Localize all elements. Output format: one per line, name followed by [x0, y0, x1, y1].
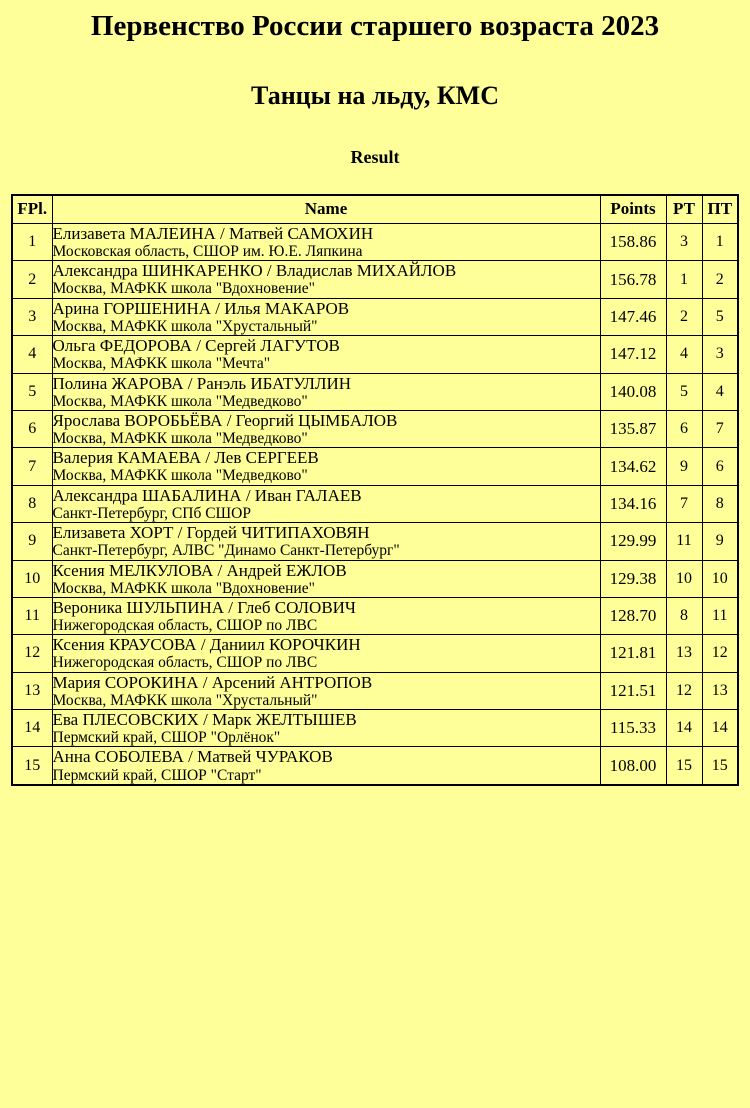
cell-points: 134.62: [600, 448, 666, 485]
cell-place: 4: [12, 336, 52, 373]
table-row: [12, 635, 738, 672]
skater-pair-names: Александра ШАБАЛИНА / Иван ГАЛАЕВ: [52, 485, 362, 505]
table-header-row: [12, 195, 738, 224]
cell-free-dance-rank: 1: [702, 224, 738, 261]
cell-rhythm-dance-rank: 1: [666, 261, 702, 298]
cell-place: 8: [12, 485, 52, 522]
cell-free-dance-rank: 9: [702, 523, 738, 560]
skater-pair-names: Арина ГОРШЕНИНА / Илья МАКАРОВ: [52, 298, 350, 318]
cell-name: [52, 635, 600, 672]
table-row: [12, 224, 738, 261]
skater-club: Санкт-Петербург, АЛВС "Динамо Санкт-Петербург": [52, 542, 400, 560]
skater-pair-names: Мария СОРОКИНА / Арсений АНТРОПОВ: [52, 672, 373, 692]
skater-pair-names: Полина ЖАРОВА / Ранэль ИБАТУЛЛИН: [52, 373, 352, 393]
cell-points: 158.86: [600, 224, 666, 261]
skater-pair-names: Елизавета ХОРТ / Гордей ЧИТИПАХОВЯН: [52, 523, 370, 543]
skater-pair-names: Ксения МЕЛКУЛОВА / Андрей ЕЖЛОВ: [52, 560, 347, 580]
cell-place: 2: [12, 261, 52, 298]
column-header-points: Points: [600, 195, 666, 224]
cell-free-dance-rank: 7: [702, 410, 738, 447]
cell-rhythm-dance-rank: 10: [666, 560, 702, 597]
table-row: [12, 373, 738, 410]
cell-rhythm-dance-rank: 14: [666, 710, 702, 747]
cell-name: [52, 560, 600, 597]
cell-name: [52, 373, 600, 410]
cell-name: [52, 672, 600, 709]
cell-free-dance-rank: 15: [702, 747, 738, 785]
cell-place: 3: [12, 298, 52, 335]
cell-rhythm-dance-rank: 4: [666, 336, 702, 373]
skater-club: Москва, МАФКК школа "Мечта": [52, 355, 271, 373]
cell-place: 12: [12, 635, 52, 672]
cell-place: 15: [12, 747, 52, 785]
skater-club: Нижегородская область, СШОР по ЛВС: [52, 616, 318, 634]
skater-club: Москва, МАФКК школа "Медведково": [52, 467, 308, 485]
cell-points: 129.38: [600, 560, 666, 597]
cell-name: [52, 710, 600, 747]
section-title: Result: [350, 147, 400, 167]
cell-points: 121.81: [600, 635, 666, 672]
column-header-name: Name: [52, 195, 600, 224]
table-row: [12, 747, 738, 785]
skater-club: Нижегородская область, СШОР по ЛВС: [52, 654, 318, 672]
skater-pair-names: Валерия КАМАЕВА / Лев СЕРГЕЕВ: [52, 448, 319, 468]
cell-rhythm-dance-rank: 3: [666, 224, 702, 261]
cell-free-dance-rank: 12: [702, 635, 738, 672]
cell-name: [52, 747, 600, 785]
cell-rhythm-dance-rank: 6: [666, 410, 702, 447]
skater-club: Москва, МАФКК школа "Хрустальный": [52, 317, 318, 335]
skater-club: Москва, МАФКК школа "Медведково": [52, 429, 308, 447]
cell-free-dance-rank: 4: [702, 373, 738, 410]
cell-rhythm-dance-rank: 13: [666, 635, 702, 672]
table-row: [12, 448, 738, 485]
results-table-container: [11, 194, 739, 786]
cell-points: 115.33: [600, 710, 666, 747]
cell-name: [52, 336, 600, 373]
cell-place: 5: [12, 373, 52, 410]
cell-free-dance-rank: 3: [702, 336, 738, 373]
cell-free-dance-rank: 5: [702, 298, 738, 335]
cell-rhythm-dance-rank: 12: [666, 672, 702, 709]
skater-club: Пермский край, СШОР "Орлёнок": [52, 729, 281, 747]
table-row: [12, 523, 738, 560]
cell-place: 6: [12, 410, 52, 447]
cell-name: [52, 224, 600, 261]
cell-points: 147.12: [600, 336, 666, 373]
cell-place: 11: [12, 597, 52, 634]
skater-pair-names: Ольга ФЕДОРОВА / Сергей ЛАГУТОВ: [52, 336, 340, 356]
cell-name: [52, 261, 600, 298]
cell-name: [52, 298, 600, 335]
cell-name: [52, 485, 600, 522]
skater-pair-names: Ксения КРАУСОВА / Даниил КОРОЧКИН: [52, 635, 361, 655]
cell-rhythm-dance-rank: 9: [666, 448, 702, 485]
cell-place: 14: [12, 710, 52, 747]
cell-points: 140.08: [600, 373, 666, 410]
skater-pair-names: Анна СОБОЛЕВА / Матвей ЧУРАКОВ: [52, 747, 333, 767]
skater-club: Пермский край, СШОР "Старт": [52, 766, 262, 784]
results-table-body: [12, 224, 738, 785]
cell-rhythm-dance-rank: 5: [666, 373, 702, 410]
column-header-pt: ПТ: [702, 195, 738, 224]
cell-place: 1: [12, 224, 52, 261]
cell-free-dance-rank: 11: [702, 597, 738, 634]
cell-name: [52, 410, 600, 447]
cell-free-dance-rank: 13: [702, 672, 738, 709]
results-page: [0, 10, 750, 786]
table-row: [12, 710, 738, 747]
table-row: [12, 336, 738, 373]
table-row: [12, 410, 738, 447]
cell-name: [52, 523, 600, 560]
skater-club: Москва, МАФКК школа "Медведково": [52, 392, 308, 410]
cell-place: 7: [12, 448, 52, 485]
cell-points: 134.16: [600, 485, 666, 522]
page-title: Первенство России старшего возраста 2023: [90, 10, 660, 42]
skater-pair-names: Вероника ШУЛЬПИНА / Глеб СОЛОВИЧ: [52, 597, 356, 617]
cell-place: 9: [12, 523, 52, 560]
skater-pair-names: Ева ПЛЕСОВСКИХ / Марк ЖЕЛТЫШЕВ: [52, 710, 357, 730]
cell-rhythm-dance-rank: 2: [666, 298, 702, 335]
table-row: [12, 672, 738, 709]
cell-rhythm-dance-rank: 7: [666, 485, 702, 522]
cell-free-dance-rank: 2: [702, 261, 738, 298]
skater-pair-names: Ярослава ВОРОБЬЁВА / Георгий ЦЫМБАЛОВ: [52, 410, 398, 430]
skater-club: Москва, МАФКК школа "Хрустальный": [52, 691, 318, 709]
table-row: [12, 298, 738, 335]
skater-pair-names: Елизавета МАЛЕИНА / Матвей САМОХИН: [52, 224, 374, 243]
results-table: [11, 194, 739, 786]
cell-points: 147.46: [600, 298, 666, 335]
cell-points: 108.00: [600, 747, 666, 785]
table-row: [12, 597, 738, 634]
cell-place: 10: [12, 560, 52, 597]
skater-club: Московская область, СШОР им. Ю.Е. Ляпкина: [52, 243, 363, 261]
skater-club: Москва, МАФКК школа "Вдохновение": [52, 579, 315, 597]
cell-name: [52, 448, 600, 485]
discipline-title: Танцы на льду, КМС: [251, 81, 499, 110]
cell-rhythm-dance-rank: 8: [666, 597, 702, 634]
cell-name: [52, 597, 600, 634]
cell-free-dance-rank: 8: [702, 485, 738, 522]
cell-points: 129.99: [600, 523, 666, 560]
table-row: [12, 485, 738, 522]
cell-points: 156.78: [600, 261, 666, 298]
table-row: [12, 560, 738, 597]
cell-rhythm-dance-rank: 11: [666, 523, 702, 560]
cell-points: 135.87: [600, 410, 666, 447]
cell-rhythm-dance-rank: 15: [666, 747, 702, 785]
skater-pair-names: Александра ШИНКАРЕНКО / Владислав МИХАЙЛОВ: [52, 261, 457, 281]
cell-place: 13: [12, 672, 52, 709]
column-header-rt: РТ: [666, 195, 702, 224]
table-row: [12, 261, 738, 298]
cell-points: 121.51: [600, 672, 666, 709]
skater-club: Москва, МАФКК школа "Вдохновение": [52, 280, 315, 298]
cell-points: 128.70: [600, 597, 666, 634]
cell-free-dance-rank: 14: [702, 710, 738, 747]
column-header-place: FPl.: [12, 195, 52, 224]
skater-club: Санкт-Петербург, СПб СШОР: [52, 504, 251, 522]
cell-free-dance-rank: 6: [702, 448, 738, 485]
cell-free-dance-rank: 10: [702, 560, 738, 597]
